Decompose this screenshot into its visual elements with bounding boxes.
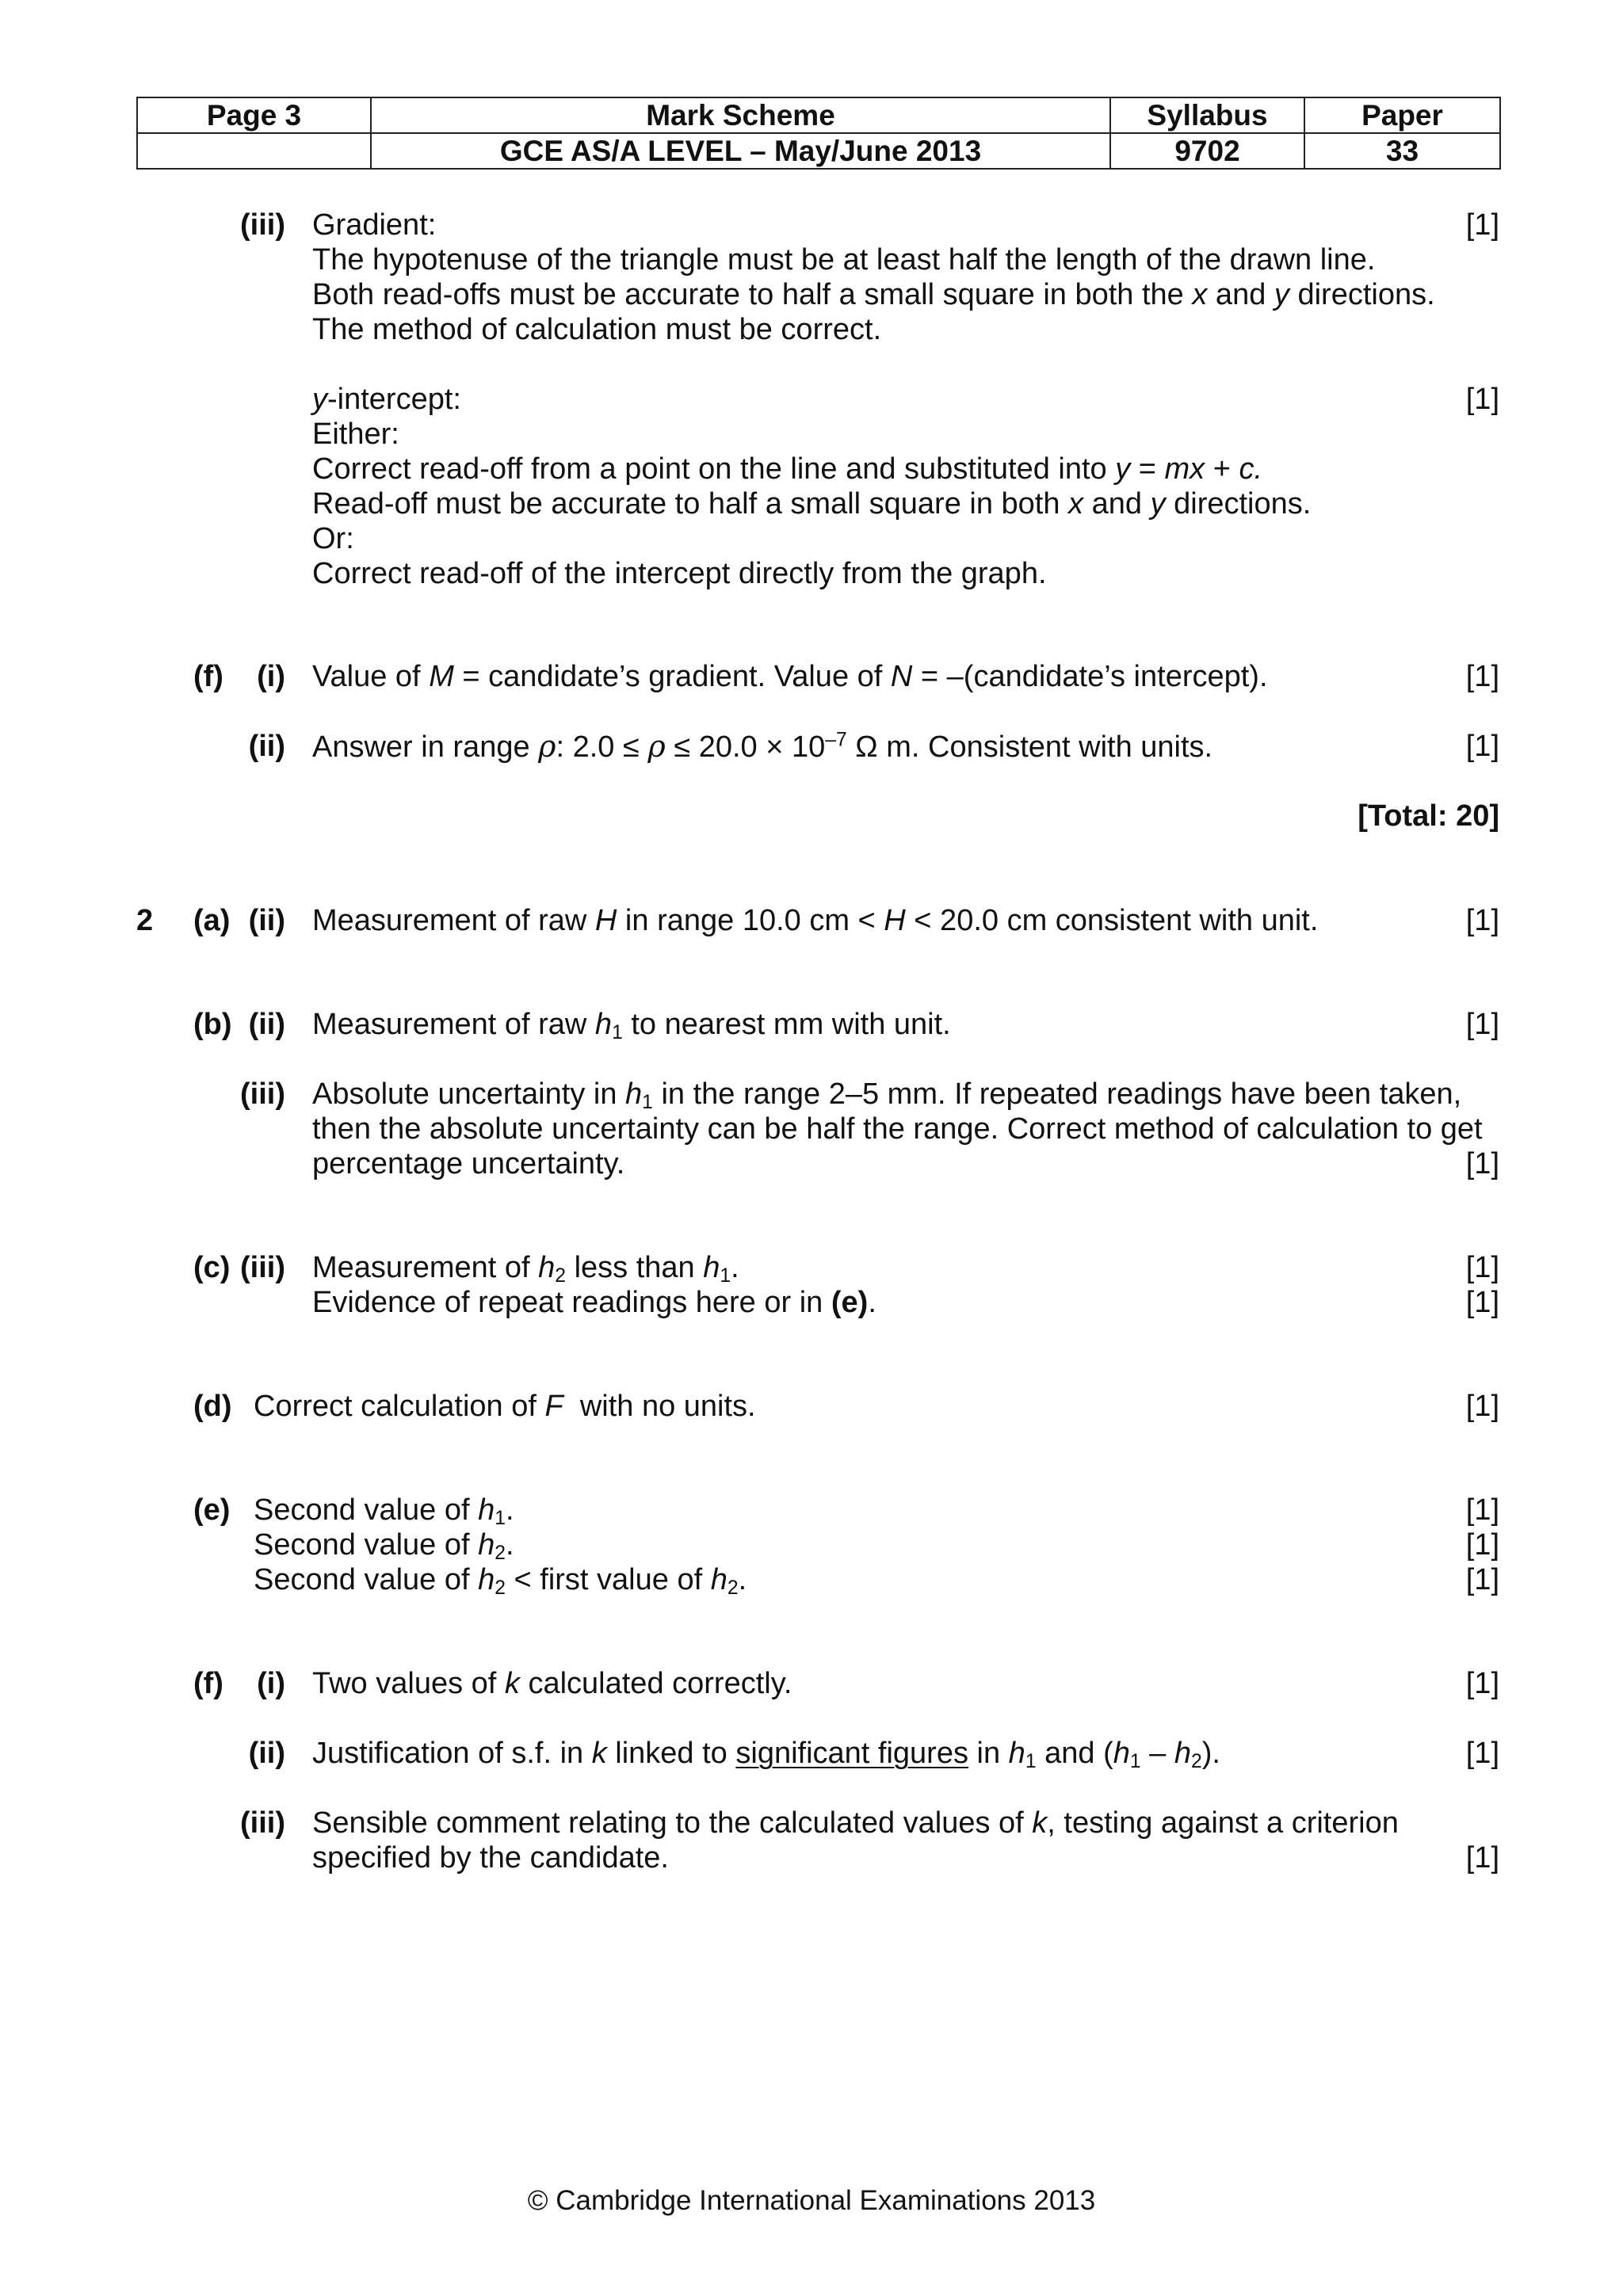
gradient-line-2: Both read-offs must be accurate to half a small square in both the x and y directions. (312, 278, 1435, 311)
mark: [1] (1465, 1008, 1499, 1041)
label-f: (f) (193, 660, 223, 693)
exam-session: GCE AS/A LEVEL – May/June 2013 (371, 133, 1110, 169)
label-ii: (ii) (248, 904, 285, 937)
q1f-ii-text: Answer in range ρ: $2.0 \le \rho \le 20.0 \times 10^{-7}$ Ω m. Consistent with units. (312, 729, 1213, 764)
page-number: Page 3 (137, 97, 371, 133)
q2b-iii-line-3: percentage uncertainty. (312, 1147, 625, 1180)
mark: [1] (1465, 1841, 1499, 1875)
header-row-2 (137, 133, 1500, 169)
mark: [1] (1465, 660, 1499, 693)
label-ii: (ii) (248, 730, 285, 763)
q2f-iii-line-2: specified by the candidate. (312, 1841, 669, 1875)
q2e-line-1: Second value of $h_1$. (254, 1493, 514, 1530)
label-e: (e) (193, 1493, 231, 1527)
gradient-line-1: The hypotenuse of the triangle must be at least half the length of the drawn line. (312, 243, 1376, 277)
mark: [1] (1465, 1737, 1499, 1770)
label-i: (i) (257, 660, 285, 693)
intercept-line-1: Correct read-off from a point on the line and substituted into y = mx + c. (312, 452, 1263, 486)
q1f-i-text: Value of M = candidate’s gradient. Value of N = –(candidate’s intercept). (312, 660, 1268, 693)
q2b-ii-text: Measurement of raw $h_1$ to nearest mm with unit. (312, 1008, 951, 1044)
mark: [1] (1465, 904, 1499, 937)
paper-number: 33 (1304, 133, 1500, 169)
q2e-line-2: Second value of $h_2$. (254, 1528, 514, 1565)
gradient-title: Gradient: (312, 208, 437, 242)
label-d: (d) (193, 1390, 232, 1423)
mark: [1] (1465, 1147, 1499, 1180)
label-a: (a) (193, 904, 231, 937)
mark: [1] (1465, 1493, 1499, 1527)
intercept-line-2: Read-off must be accurate to half a small square in both x and y directions. (312, 487, 1312, 521)
q2b-iii-line-2: then the absolute uncertainty can be half the range. Correct method of calculation to get (312, 1112, 1483, 1146)
label-iii: (iii) (240, 1251, 285, 1284)
q2c-iii-line-1: Measurement of $h_2$ less than $h_1$. (312, 1251, 739, 1287)
q2b-iii-line-1: Absolute uncertainty in $h_1$ in the range 2–5 mm. If repeated readings have been taken, (312, 1077, 1462, 1114)
syllabus-code: 9702 (1110, 133, 1304, 169)
q2f-ii-text: Justification of s.f. in k linked to significant figures in $h_1$ and $(h_1 - h_2)$. (312, 1737, 1220, 1773)
mark: [1] (1465, 1251, 1499, 1284)
label-f: (f) (193, 1667, 223, 1700)
mark: [1] (1465, 730, 1499, 763)
q2f-i-text: Two values of k calculated correctly. (312, 1667, 792, 1700)
q2c-iii-line-2: Evidence of repeat readings here or in (e). (312, 1286, 876, 1319)
mark: [1] (1465, 208, 1499, 242)
either-label: Either: (312, 418, 399, 451)
label-ii: (ii) (248, 1008, 285, 1041)
doc-title: Mark Scheme (371, 97, 1110, 133)
label-b: (b) (193, 1008, 232, 1041)
paper-heading: Paper (1304, 97, 1500, 133)
mark: [1] (1465, 1563, 1499, 1596)
q2a-ii-text: Measurement of raw H in range 10.0 cm < H < 20.0 cm consistent with unit. (312, 904, 1319, 937)
mark: [1] (1465, 383, 1499, 416)
mark: [1] (1465, 1667, 1499, 1700)
header-row-1 (137, 97, 1500, 133)
intercept-title: y-intercept: (312, 383, 461, 416)
label-c: (c) (193, 1251, 231, 1284)
label-iii: (iii) (240, 1806, 285, 1840)
q2f-iii-line-1: Sensible comment relating to the calculated values of k, testing against a criterion (312, 1806, 1399, 1840)
copyright-footer: © Cambridge International Examinations 2013 (527, 2185, 1096, 2216)
question-number-2: 2 (136, 904, 154, 937)
label-iii: (iii) (240, 1077, 285, 1111)
syllabus-heading: Syllabus (1110, 97, 1304, 133)
gradient-line-3: The method of calculation must be correct. (312, 313, 882, 346)
header-table (136, 97, 1501, 170)
header-blank-cell (137, 133, 371, 169)
total-marks: [Total: 20] (1358, 799, 1499, 833)
mark: [1] (1465, 1286, 1499, 1319)
intercept-line-3: Correct read-off of the intercept directly from the graph. (312, 557, 1047, 590)
q2d-text: Correct calculation of F with no units. (254, 1390, 756, 1423)
label-i: (i) (257, 1667, 285, 1700)
mark: [1] (1465, 1528, 1499, 1562)
mark: [1] (1465, 1390, 1499, 1423)
q2e-line-3: Second value of $h_2$ < first value of $h_2$. (254, 1563, 747, 1600)
or-label: Or: (312, 522, 354, 555)
label-iii: (iii) (240, 208, 285, 242)
label-ii: (ii) (248, 1737, 285, 1770)
